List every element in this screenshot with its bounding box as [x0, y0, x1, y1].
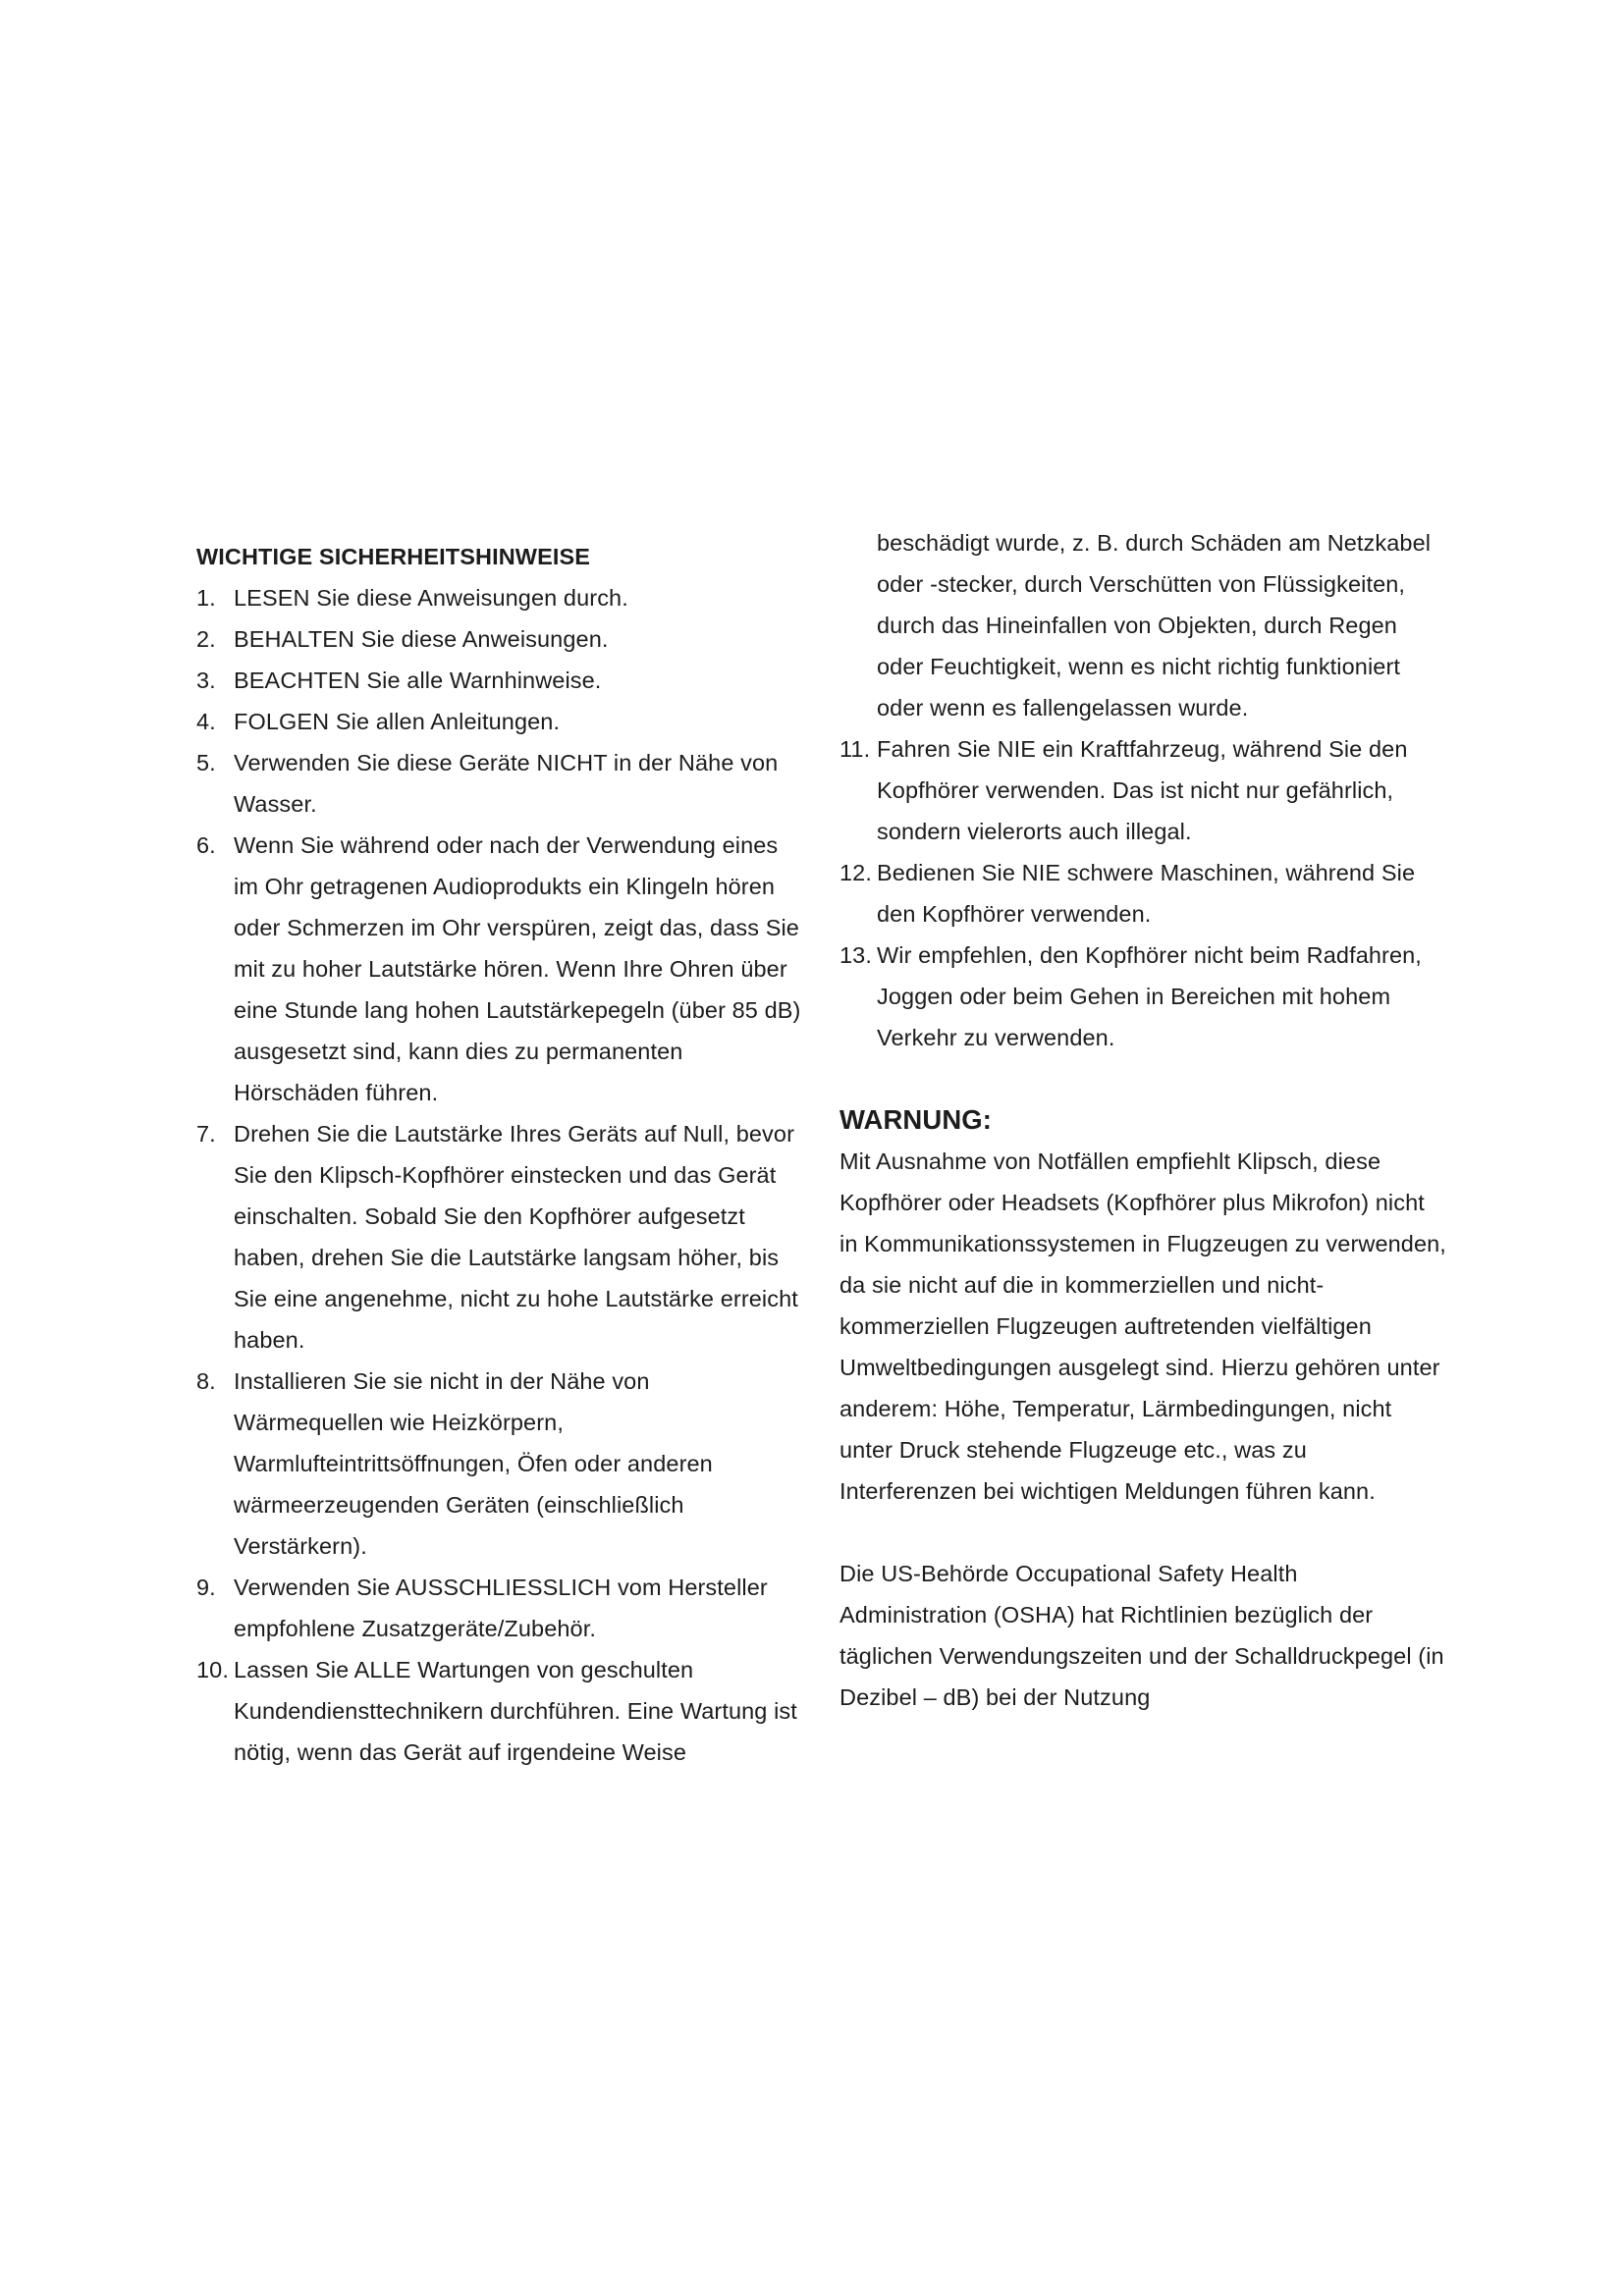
safety-instructions-list — [196, 577, 805, 1773]
item-number: 7. — [196, 1121, 216, 1147]
item-text: FOLGEN Sie allen Anleitungen. — [234, 709, 561, 734]
item-10-continuation: beschädigt wurde, z. B. durch Schäden am Netzkabel oder -stecker, durch Verschütten von Flüssigkeiten, durch das Hineinfallen von Objekten, durch Regen oder Feuchtigkeit, wenn es nicht richtig funktioniert oder wenn es fallengelassen wurde. — [877, 530, 1432, 721]
list-item — [839, 934, 1448, 1058]
left-column — [196, 522, 805, 1773]
item-number: 10. — [196, 1657, 229, 1682]
safety-heading: WICHTIGE SICHERHEITSHINWEISE — [196, 544, 591, 569]
list-item — [839, 728, 1448, 852]
item-text: BEHALTEN Sie diese Anweisungen. — [234, 626, 609, 652]
warning-heading: WARNUNG: — [839, 1104, 992, 1135]
item-number: 8. — [196, 1368, 216, 1394]
item-number: 6. — [196, 832, 216, 858]
list-item — [196, 825, 805, 1113]
item-text: Verwenden Sie AUSSCHLIESSLICH vom Hersteller empfohlene Zusatzgeräte/Zubehör. — [234, 1575, 768, 1641]
list-item — [196, 1567, 805, 1649]
list-item — [196, 1649, 805, 1773]
list-item — [196, 742, 805, 825]
item-number: 12. — [839, 860, 872, 885]
item-number: 4. — [196, 709, 216, 734]
list-item — [196, 660, 805, 701]
right-column — [839, 522, 1448, 1718]
list-item — [196, 1361, 805, 1567]
item-text: Verwenden Sie diese Geräte NICHT in der Nähe von Wasser. — [234, 750, 779, 817]
item-text: Wir empfehlen, den Kopfhörer nicht beim Radfahren, Joggen oder beim Gehen in Bereichen mit hohem Verkehr zu verwenden. — [877, 942, 1422, 1050]
item-text: BEACHTEN Sie alle Warnhinweise. — [234, 667, 602, 693]
list-item — [196, 618, 805, 660]
list-item — [196, 1113, 805, 1361]
item-text: Drehen Sie die Lautstärke Ihres Geräts auf Null, bevor Sie den Klipsch-Kopfhörer einstecken und das Gerät einschalten. Sobald Sie den Kopfhörer aufgesetzt haben, drehen Sie die Lautstärke langsam höher, bis Sie eine angenehme, nicht zu hohe Lautstärke erreicht haben. — [234, 1121, 798, 1353]
item-number: 13. — [839, 942, 872, 968]
item-number: 3. — [196, 667, 216, 693]
item-text: Bedienen Sie NIE schwere Maschinen, während Sie den Kopfhörer verwenden. — [877, 860, 1416, 927]
item-number: 9. — [196, 1575, 216, 1600]
list-item — [196, 577, 805, 618]
warning-paragraph: Mit Ausnahme von Notfällen empfiehlt Klipsch, diese Kopfhörer oder Headsets (Kopfhörer plus Mikrofon) nicht in Kommunikationssystemen in Flugzeugen zu verwenden, da sie nicht auf die in kommerziellen und nicht-kommerziellen Flugzeugen auftretenden vielfältigen Umweltbedingungen ausgelegt sind. Hierzu gehören unter anderem: Höhe, Temperatur, Lärmbedingungen, nicht unter Druck stehende Flugzeuge etc., was zu Interferenzen bei wichtigen Meldungen führen kann. — [839, 1148, 1446, 1504]
item-number: 11. — [839, 736, 871, 762]
item-text: Lassen Sie ALLE Wartungen von geschulten Kundendiensttechnikern durchführen. Eine Wartung ist nötig, wenn das Gerät auf irgendeine Weise — [234, 1657, 797, 1765]
item-text: LESEN Sie diese Anweisungen durch. — [234, 585, 628, 611]
item-number: 2. — [196, 626, 216, 652]
list-item — [839, 852, 1448, 934]
item-text: Installieren Sie sie nicht in der Nähe von Wärmequellen wie Heizkörpern, Warmlufteintrittsöffnungen, Öfen oder anderen wärmeerzeugenden Geräten (einschließlich Verstärkern). — [234, 1368, 713, 1559]
item-number: 5. — [196, 750, 216, 775]
item-text: Wenn Sie während oder nach der Verwendung eines im Ohr getragenen Audioprodukts ein Klingeln hören oder Schmerzen im Ohr verspüren, zeigt das, dass Sie mit zu hoher Lautstärke hören. Wenn Ihre Ohren über eine Stunde lang hohen Lautstärkepegeln (über 85 dB) ausgesetzt sind, kann dies zu permanenten Hörschäden führen. — [234, 832, 801, 1105]
safety-instructions-list-continued — [839, 728, 1448, 1058]
item-text: Fahren Sie NIE ein Kraftfahrzeug, während Sie den Kopfhörer verwenden. Das ist nicht nur gefährlich, sondern vielerorts auch illegal. — [877, 736, 1408, 844]
item-number: 1. — [196, 585, 216, 611]
osha-paragraph: Die US-Behörde Occupational Safety Health Administration (OSHA) hat Richtlinien bezüglich der täglichen Verwendungszeiten und der Schalldruckpegel (in Dezibel – dB) bei der Nutzung — [839, 1561, 1444, 1710]
list-item — [196, 701, 805, 742]
